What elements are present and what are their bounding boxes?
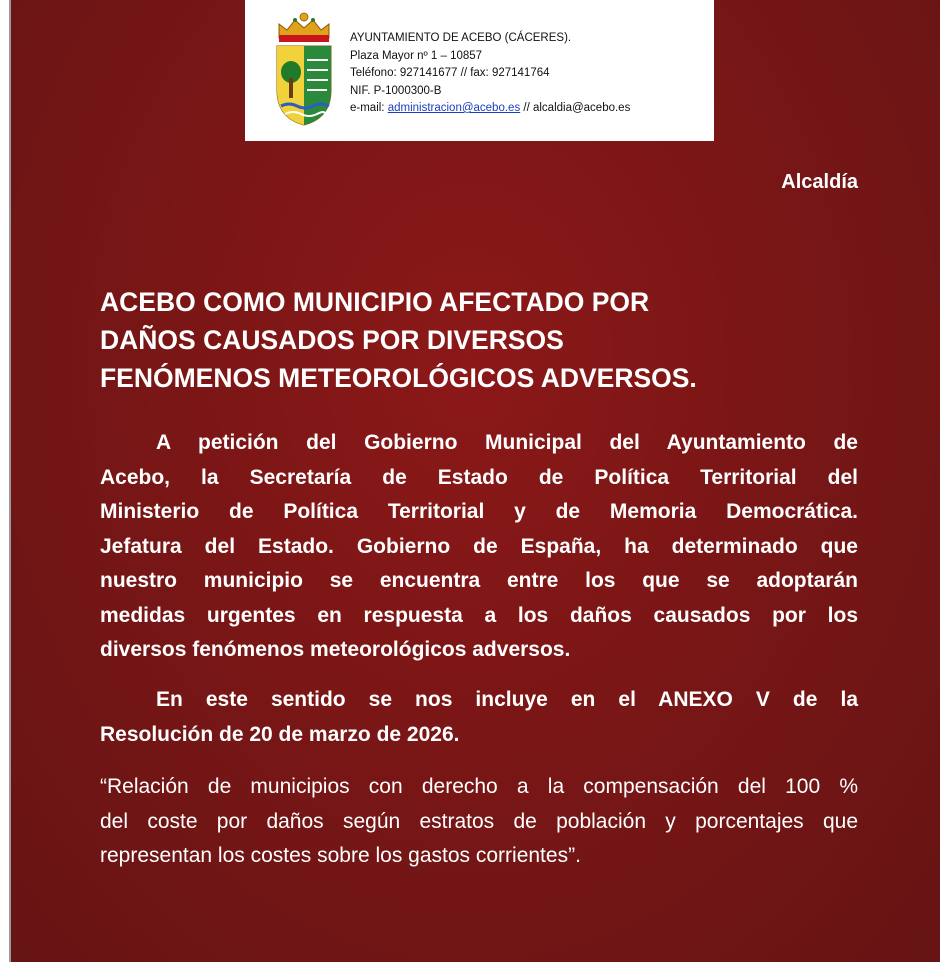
title-line: FENÓMENOS METEOROLÓGICOS ADVERSOS. [100, 363, 697, 393]
letterhead-text [350, 30, 710, 118]
paragraph-line: medidas urgentes en respuesta a los daños causados por los [100, 603, 858, 627]
paragraph-line: Jefatura del Estado. Gobierno de España, ha determinado que [100, 534, 858, 558]
title-line: DAÑOS CAUSADOS POR DIVERSOS [100, 325, 564, 355]
paragraph-line: representan los costes sobre los gastos corrientes”. [100, 844, 581, 867]
email-link[interactable]: administracion@acebo.es [387, 102, 521, 114]
paragraph-line: En este sentido se nos incluye en el ANEXO V de la [156, 688, 858, 711]
paragraph-line: Resolución de 20 de marzo de 2026. [100, 722, 460, 746]
paragraph-line: del coste por daños según estratos de población y porcentajes que [100, 809, 858, 833]
paragraph-line: diversos fenómenos meteorológicos adversos. [100, 638, 571, 661]
org-email-line [350, 100, 710, 118]
paragraph-line: A petición del Gobierno Municipal del Ayuntamiento de [156, 431, 858, 454]
page-edge-line [9, 0, 11, 962]
org-name: AYUNTAMIENTO DE ACEBO (CÁCERES). [350, 32, 572, 44]
department-label: Alcaldía [781, 171, 858, 193]
email-rest: // alcaldia@acebo.es [520, 102, 631, 114]
coat-of-arms-icon [271, 8, 337, 128]
paragraph-line: Ministerio de Política Territorial y de Memoria Democrática. [100, 500, 858, 523]
document-title [100, 283, 860, 397]
org-nif: NIF. P-1000300-B [350, 84, 442, 97]
page-left-edge [0, 0, 11, 962]
paragraph-annex [100, 683, 858, 752]
paragraph-line: Acebo, la Secretaría de Estado de Política Territorial del [100, 465, 858, 489]
paragraph-line: nuestro municipio se encuentra entre los que se adoptarán [100, 569, 858, 592]
email-label: e-mail: [350, 102, 388, 114]
paragraph-announcement [100, 426, 858, 668]
paragraph-quote [100, 770, 858, 874]
paragraph-line: “Relación de municipios con derecho a la compensación del 100 % [100, 775, 858, 798]
org-address: Plaza Mayor nº 1 – 10857 [350, 49, 483, 62]
letterhead [245, 0, 714, 141]
org-phone-fax: Teléfono: 927141677 // fax: 927141764 [350, 67, 550, 79]
title-line: ACEBO COMO MUNICIPIO AFECTADO POR [100, 287, 650, 317]
